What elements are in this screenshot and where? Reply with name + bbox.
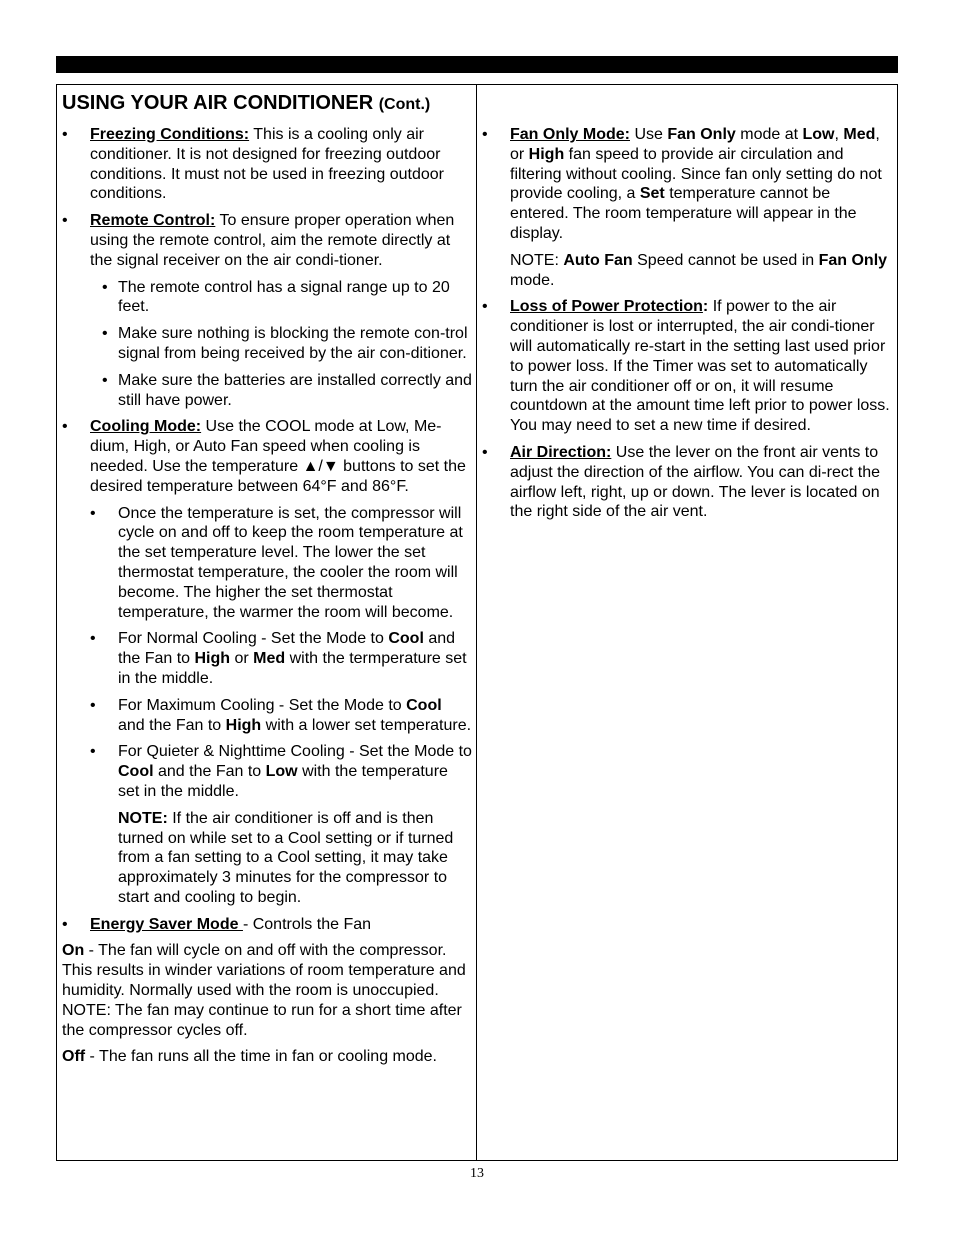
cooling-label: Cooling Mode: (90, 418, 202, 436)
right-column (482, 125, 892, 529)
bullet-icon: • (62, 418, 68, 436)
remote-sub-item: • Make sure nothing is blocking the remote con-trol signal from being received by the air con-ditioner. (102, 325, 468, 362)
bullet-icon: • (62, 126, 68, 143)
header-bar (56, 56, 898, 73)
list-item-freezing (62, 125, 472, 204)
freezing-text: This is a cooling only air conditioner. It is not designed for freezing outdoor conditions. It must not be used in freezing outdoor conditions. (90, 126, 444, 203)
page-number: 13 (470, 1166, 484, 1181)
power-text: If power to the air conditioner is lost or interrupted, the air condi-tioner will automatically re-start in the setting last used prior to power loss. If the Timer was set to automatically turn the air conditioner off or on, it will resume countdown at the amount time left prior to power loss. You may need to set a new time if desired. (510, 298, 890, 435)
cooling-sub-item: • For Maximum Cooling - Set the Mode to Cool and the Fan to High with a lower set temperature. (90, 696, 472, 734)
remote-sub-item: • The remote control has a signal range up to 20 feet. (102, 278, 450, 316)
bullet-icon: • (90, 696, 96, 714)
page-title-suffix: (Cont.) (378, 96, 431, 113)
bullet-icon: • (482, 126, 488, 143)
bullet-icon: • (90, 743, 96, 761)
left-column (62, 90, 472, 1074)
list-item-remote (62, 211, 472, 270)
remote-label: Remote Control: (90, 212, 216, 230)
bullet-icon: • (90, 630, 96, 648)
list-item-power-loss: • Loss of Power Protection: If power to the air conditioner is lost or interrupted, the air condi-tioner will automatically re-start in the setting last used prior to power loss. If the Timer was set to automatically turn the air conditioner off or on, it will resume countdown at the amount time left prior to power loss. You may need to set a new time if desired. (482, 298, 890, 435)
list-item-cooling (62, 417, 472, 496)
remote-sub-item: • Make sure the batteries are installed correctly and still have power. (102, 371, 472, 409)
energy-text: - Controls the Fan (242, 915, 372, 933)
list-item-energy-saver (62, 915, 472, 935)
list-item-fan-only: • Fan Only Mode: Use Fan Only mode at Low, Med, or High fan speed to provide air circulation and filtering without cooling. Since fan only setting do not provide cooling, a Set temperature cannot be entered. The room temperature will appear in the display. (482, 126, 882, 242)
bullet-icon: • (102, 325, 108, 343)
column-divider (476, 84, 477, 1161)
bullet-icon: • (102, 371, 108, 389)
cooling-sub-item: • For Quieter & Nighttime Cooling - Set the Mode to Cool and the Fan to Low with the temperature set in the middle. (90, 743, 472, 800)
bullet-icon: • (482, 298, 488, 316)
air-text: Use the lever on the front air vents to adjust the direction of the airflow. You can di-rect the airflow left, right, up or down. The lever is located on the right side of the air vent. (510, 443, 881, 521)
remote-text: To ensure proper operation when using the remote control, aim the remote directly at the signal receiver on the air condi-tioner. (90, 212, 455, 269)
energy-label: Energy Saver Mode (90, 915, 243, 933)
fan-only-note: NOTE: Auto Fan Speed cannot be used in Fan Only mode. (510, 251, 888, 289)
air-label: Air Direction: (510, 443, 612, 461)
bullet-icon: • (482, 443, 488, 461)
page-title: USING YOUR AIR CONDITIONER (Cont.) (62, 92, 431, 114)
energy-on-paragraph: On - The fan will cycle on and off with the compressor. This results in winder variations of room temperature and humidity. Normally used with the room is unoccupied. NOTE: The fan may continue to run for a short time after the compressor cycles off. (62, 942, 466, 1039)
freezing-label: Freezing Conditions: (90, 126, 250, 143)
list-item-air-direction (482, 443, 892, 522)
bullet-icon: • (102, 278, 108, 296)
bullet-icon: • (90, 504, 96, 522)
cooling-note: NOTE: If the air conditioner is off and is then turned on while set to a Cool setting or if turned from a fan setting to a Cool setting, it may take approximately 3 minutes for the compressor to start and cooling to begin. (118, 809, 454, 906)
cooling-sub-item: • For Normal Cooling - Set the Mode to Cool and the Fan to High or Med with the termperature set in the middle. (90, 630, 467, 687)
power-label: Loss of Power Protection (510, 298, 703, 316)
bullet-icon: • (62, 915, 68, 933)
energy-off-paragraph: Off - The fan runs all the time in fan or cooling mode. (62, 1048, 437, 1066)
cooling-sub-item: • Once the temperature is set, the compressor will cycle on and off to keep the room temperature at the set temperature level. The lower the set thermostat temperature, the cooler the room will become. The higher the set thermostat temperature, the warmer the room will become. (90, 504, 463, 621)
fan-only-label: Fan Only Mode: (510, 126, 630, 143)
bullet-icon: • (62, 212, 68, 230)
cooling-text: Use the COOL mode at Low, Me-dium, High, or Auto Fan speed when cooling is needed. Use the temperature ▲/▼ buttons to set the desired temperature between 64°F and 86°F. (90, 418, 466, 495)
